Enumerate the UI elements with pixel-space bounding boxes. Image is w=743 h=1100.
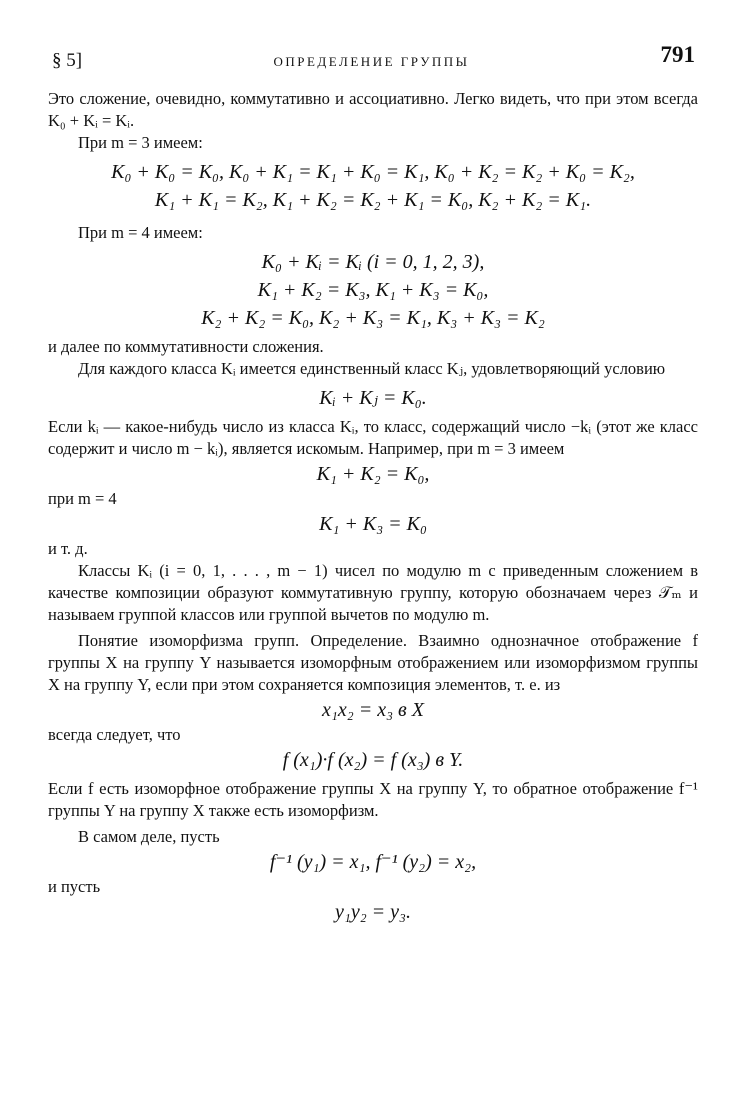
paragraph: Если kᵢ — какое-нибудь число из класса Kᵢ, то класс, содержащий число −kᵢ (этот же класс содержит и число m − kᵢ), является искомым. Например, при m = 3 имеем bbox=[48, 417, 698, 458]
paragraph: и пусть bbox=[48, 877, 101, 896]
paragraph: Классы Kᵢ (i = 0, 1, . . . , m − 1) чисел по модулю m с приведенным сложением в качестве композиции образуют коммутативную группу, которую обозначаем через 𝒯ₘ и называем группой классов или группой вычетов по модулю m. bbox=[48, 561, 698, 624]
paragraph: всегда следует, что bbox=[48, 725, 181, 744]
equation-m3-line2: K₁ + K₁ = K₂, K₁ + K₂ = K₂ + K₁ = K₀, K₂ + K₂ = K₁. bbox=[154, 189, 592, 211]
running-title: ОПРЕДЕЛЕНИЕ ГРУППЫ bbox=[273, 54, 470, 69]
paragraph: Если f есть изоморфное отображение группы X на группу Y, то обратное отображение f⁻¹ группы Y на группу X также есть изоморфизм. bbox=[48, 779, 698, 820]
equation-composition-y: f (x₁)·f (x₂) = f (x₃) в Y. bbox=[282, 749, 464, 771]
equation-m4-line3: K₂ + K₂ = K₀, K₂ + K₃ = K₁, K₃ + K₃ = K₂ bbox=[201, 307, 545, 329]
equation-m3-line1: K₀ + K₀ = K₀, K₀ + K₁ = K₁ + K₀ = K₁, K₀ + K₂ = K₂ + K₀ = K₂, bbox=[111, 161, 635, 183]
paragraph: Для каждого класса Kᵢ имеется единственный класс Kⱼ, удовлетворяющий условию bbox=[78, 359, 666, 378]
equation-m4-line1: K₀ + Kᵢ = Kᵢ (i = 0, 1, 2, 3), bbox=[261, 251, 485, 273]
equation-composition-x: x₁x₂ = x₃ в X bbox=[322, 699, 424, 721]
paragraph: При m = 4 имеем: bbox=[78, 223, 203, 242]
page-number: 791 bbox=[660, 42, 695, 67]
paragraph: При m = 3 имеем: bbox=[78, 133, 203, 152]
equation-example-m3: K₁ + K₂ = K₀, bbox=[316, 463, 430, 485]
section-marker: § 5] bbox=[52, 50, 83, 71]
equation-inverse-class: Kᵢ + Kⱼ = K₀. bbox=[319, 387, 427, 409]
paragraph: и т. д. bbox=[48, 539, 88, 558]
paragraph: и далее по коммутативности сложения. bbox=[48, 337, 324, 356]
equation-inverse-map: f⁻¹ (y₁) = x₁, f⁻¹ (y₂) = x₂, bbox=[269, 851, 477, 873]
equation-y-product: y₁y₂ = y₃. bbox=[335, 901, 411, 923]
equation-m4-line2: K₁ + K₂ = K₃, K₁ + K₃ = K₀, bbox=[257, 279, 489, 301]
paragraph: при m = 4 bbox=[48, 489, 117, 508]
page-body bbox=[48, 88, 698, 926]
page-header bbox=[0, 42, 743, 82]
paragraph: Это сложение, очевидно, коммутативно и ассоциативно. Легко видеть, что при этом всегда K₀ + Kᵢ = Kᵢ. bbox=[48, 89, 698, 130]
equation-example-m4: K₁ + K₃ = K₀ bbox=[319, 513, 427, 535]
paragraph: Понятие изоморфизма групп. Определение. Взаимно однозначное отображение f группы X на группу Y называется изоморфным отображением или изоморфизмом группы X на группу Y, если при этом сохраняется композиция элементов, т. е. из bbox=[48, 631, 698, 694]
paragraph: В самом деле, пусть bbox=[78, 827, 220, 846]
